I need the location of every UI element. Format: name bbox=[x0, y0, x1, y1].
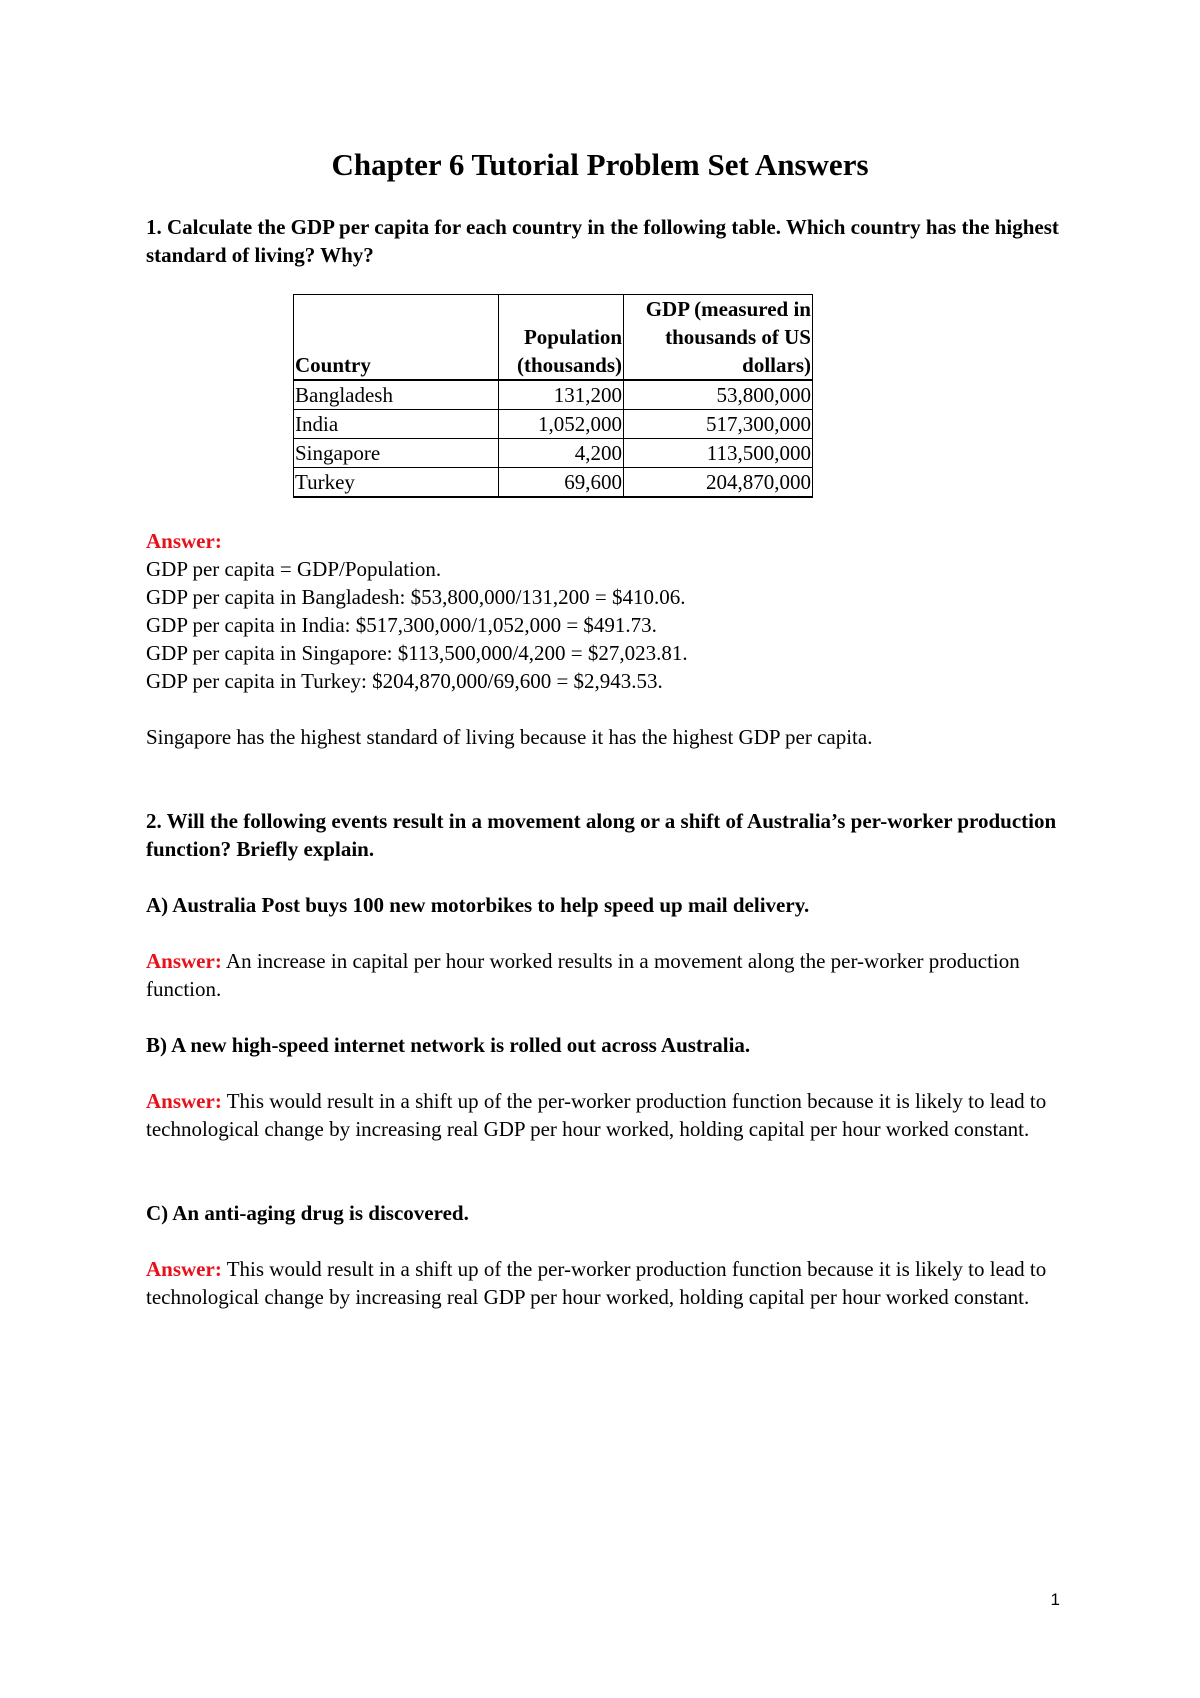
question-2a bbox=[146, 891, 1066, 1003]
cell-population: 1,052,000 bbox=[499, 410, 624, 439]
answer-1-line: GDP per capita in Singapore: $113,500,000/4,200 = $27,023.81. bbox=[146, 641, 688, 665]
header-country: Country bbox=[294, 295, 499, 381]
question-2b bbox=[146, 1031, 1066, 1143]
cell-population: 69,600 bbox=[499, 468, 624, 498]
header-gdp: GDP (measured in thousands of US dollars) bbox=[624, 295, 813, 381]
answer-1-line: GDP per capita = GDP/Population. bbox=[146, 557, 442, 581]
answer-1-line: GDP per capita in Turkey: $204,870,000/69,600 = $2,943.53. bbox=[146, 669, 663, 693]
answer-2a-label: Answer: bbox=[146, 949, 222, 973]
cell-gdp: 204,870,000 bbox=[624, 468, 813, 498]
page-title: Chapter 6 Tutorial Problem Set Answers bbox=[331, 147, 869, 182]
table-row bbox=[294, 468, 813, 498]
answer-1-conclusion: Singapore has the highest standard of living because it has the highest GDP per capita. bbox=[146, 725, 873, 749]
answer-2c-label: Answer: bbox=[146, 1257, 222, 1281]
question-2-text: 2. Will the following events result in a movement along or a shift of Australia’s per-worker production function? Briefly explain. bbox=[146, 809, 1057, 861]
question-2 bbox=[146, 807, 1066, 863]
answer-2c bbox=[146, 1255, 1066, 1311]
page-number: 1 bbox=[1050, 1590, 1060, 1609]
question-2c-text: C) An anti-aging drug is discovered. bbox=[146, 1201, 469, 1225]
cell-gdp: 53,800,000 bbox=[624, 380, 813, 410]
cell-country: India bbox=[294, 410, 499, 439]
gdp-table bbox=[293, 294, 813, 498]
answer-2b bbox=[146, 1087, 1066, 1143]
question-2b-text: B) A new high-speed internet network is rolled out across Australia. bbox=[146, 1033, 751, 1057]
table-row bbox=[294, 410, 813, 439]
cell-country: Singapore bbox=[294, 439, 499, 468]
answer-1-label: Answer: bbox=[146, 529, 222, 553]
answer-1 bbox=[146, 527, 1066, 751]
header-population: Population (thousands) bbox=[499, 295, 624, 381]
cell-gdp: 517,300,000 bbox=[624, 410, 813, 439]
answer-2b-label: Answer: bbox=[146, 1089, 222, 1113]
answer-2a-text: An increase in capital per hour worked results in a movement along the per-worker production function. bbox=[146, 949, 1020, 1001]
answer-1-line: GDP per capita in Bangladesh: $53,800,000/131,200 = $410.06. bbox=[146, 585, 686, 609]
answer-2b-text: This would result in a shift up of the per-worker production function because it is likely to lead to technological change by increasing real GDP per hour worked, holding capital per hour worked constant. bbox=[146, 1089, 1047, 1141]
cell-country: Turkey bbox=[294, 468, 499, 498]
table-row bbox=[294, 380, 813, 410]
cell-gdp: 113,500,000 bbox=[624, 439, 813, 468]
answer-1-line: GDP per capita in India: $517,300,000/1,052,000 = $491.73. bbox=[146, 613, 657, 637]
cell-country: Bangladesh bbox=[294, 380, 499, 410]
question-1-text: 1. Calculate the GDP per capita for each country in the following table. Which country has the highest standard of living? Why? bbox=[146, 215, 1059, 267]
question-1 bbox=[146, 213, 1066, 269]
answer-2c-text: This would result in a shift up of the per-worker production function because it is likely to lead to technological change by increasing real GDP per hour worked, holding capital per hour worked constant. bbox=[146, 1257, 1047, 1309]
table-row bbox=[294, 439, 813, 468]
question-2a-text: A) Australia Post buys 100 new motorbikes to help speed up mail delivery. bbox=[146, 893, 810, 917]
cell-population: 131,200 bbox=[499, 380, 624, 410]
table-header-row bbox=[294, 295, 813, 381]
cell-population: 4,200 bbox=[499, 439, 624, 468]
question-2c bbox=[146, 1199, 1066, 1311]
answer-2a bbox=[146, 947, 1066, 1003]
